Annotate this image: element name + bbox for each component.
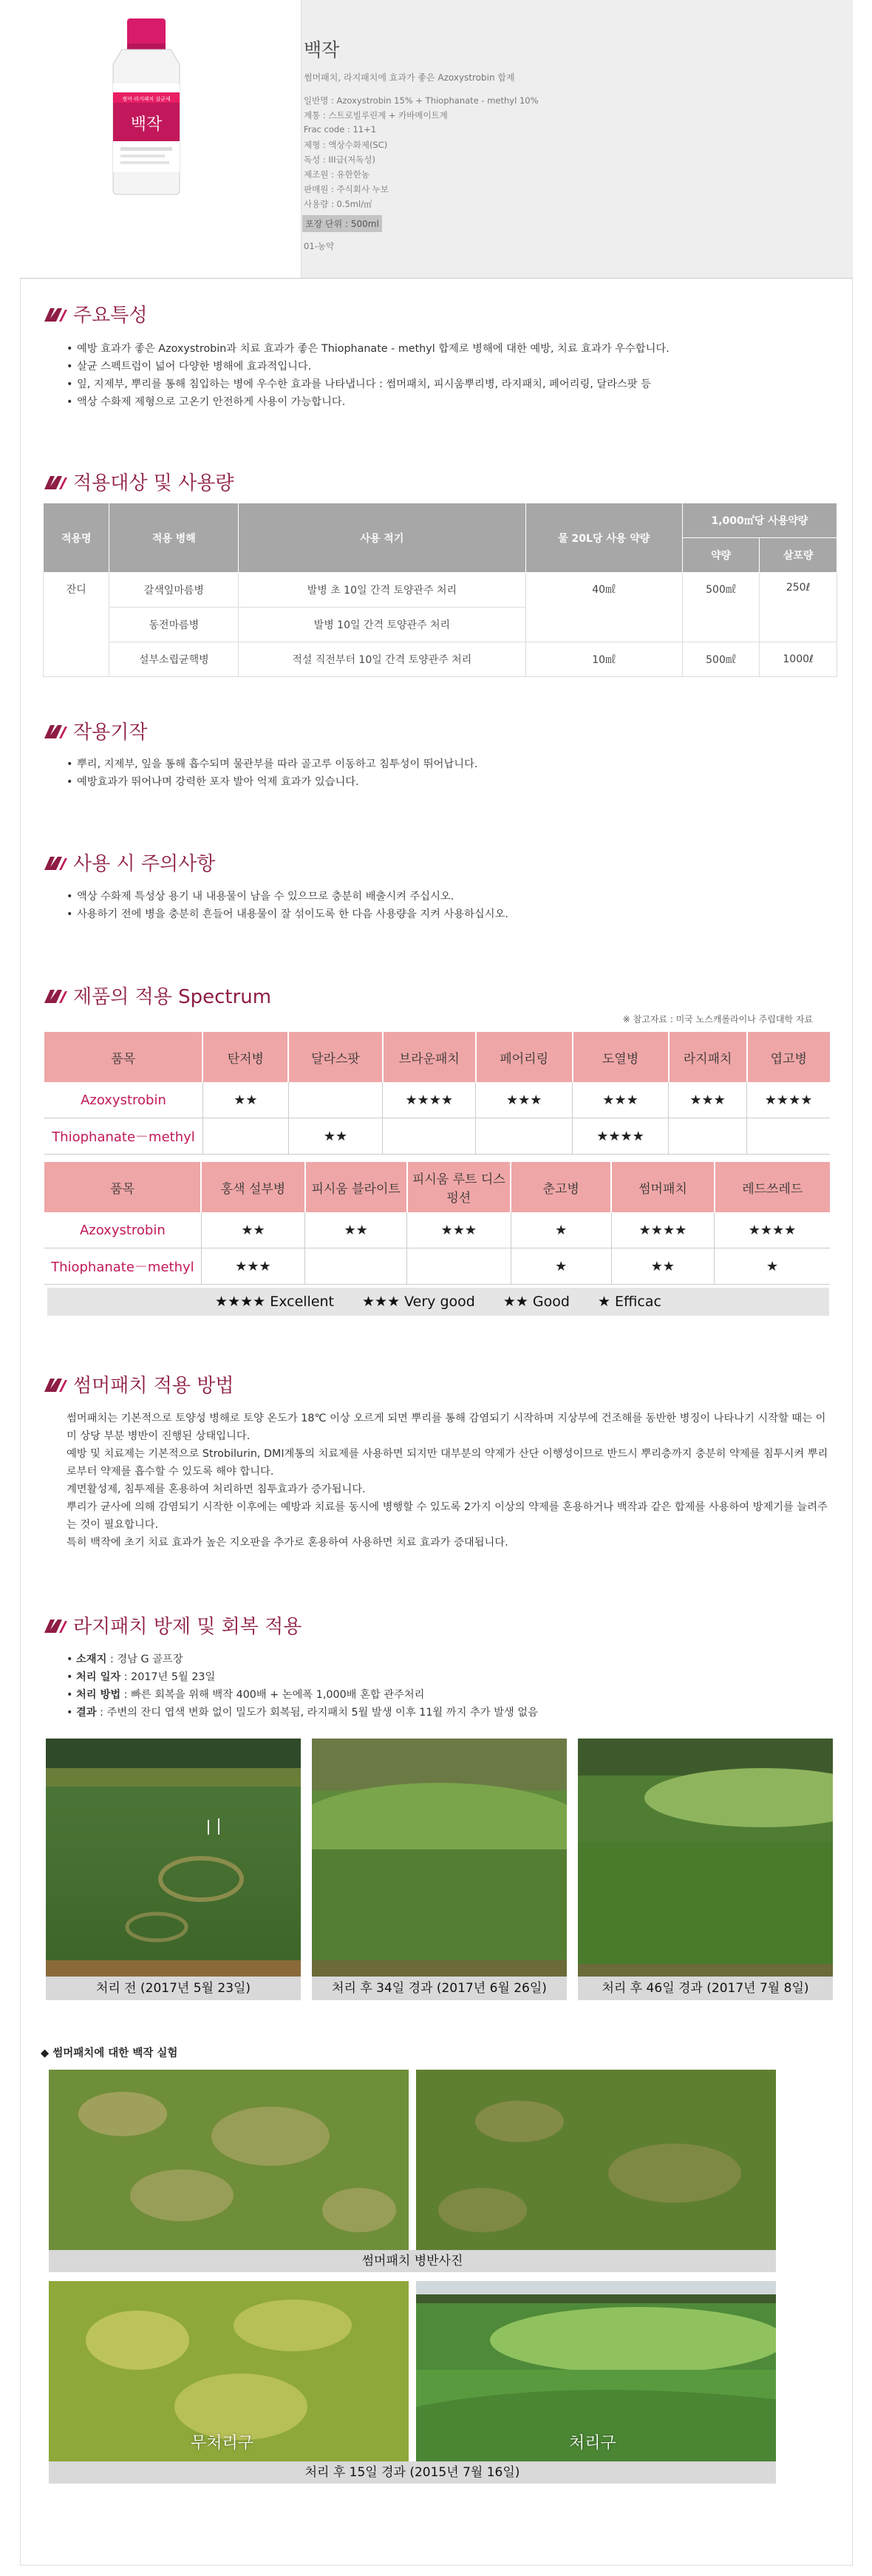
rating-cell: ★★ [305,1212,407,1248]
photo-caption: 처리 후 46일 경과 (2017년 7월 8일) [578,1977,833,2000]
col-header: 브라운패치 [383,1032,476,1082]
nuvo-logo-icon [43,722,67,740]
rating-cell: ★★★★ [573,1118,669,1155]
section-title-spectrum [43,982,271,1009]
rating-cell [476,1118,573,1155]
info-value: : 주변의 잔디 엽색 변화 없이 밀도가 회복됨, 라지패치 5월 발생 이후 11월 까지 추가 발생 없음 [96,1707,538,1719]
info-line: • 처리 방법 : 빠른 회복을 위해 백작 400배 + 논에폭 1,000배 혼합 관주처리 [67,1689,425,1701]
section-title-text: 주요특성 [73,305,148,327]
table-cell: 10㎖ [525,642,682,677]
spectrum-reference: ※ 참고자료 : 미국 노스캐롤라이나 주립대학 자료 [622,1014,813,1024]
nuvo-logo-icon [43,1376,67,1393]
rating-cell [288,1082,383,1118]
rating-cell [407,1248,511,1285]
list-item: • 사용하기 전에 병을 충분히 흔들어 내용물이 잘 섞이도록 한 다음 사용량을 지켜 사용하십시오. [67,905,835,923]
col-header: 라지패치 [669,1032,747,1082]
col-header: 홍색 설부병 [201,1162,304,1212]
nuvo-logo-icon [43,854,67,871]
table-cell: 500㎖ [682,642,759,677]
col-header: 썸머패치 [611,1162,714,1212]
rating-cell: ★ [715,1248,830,1285]
rating-cell: ★★★ [669,1082,747,1118]
list-item: • 살균 스펙트럼이 넓어 다양한 병해에 효과적입니다. [67,358,835,375]
caution-list [67,888,835,923]
nuvo-logo-icon [43,1617,67,1634]
rating-cell [383,1118,476,1155]
table-cell: 설부소립균핵병 [109,642,239,677]
rating-cell: ★★★ [573,1082,669,1118]
section-title-usage [43,468,234,495]
row-label: Azoxystrobin [44,1082,202,1118]
col-header: 약량 [682,538,759,573]
col-header: 물 20L당 사용 약량 [525,503,682,573]
photo-summer-patch-2 [416,2070,776,2250]
spec-line: 제조원 : 유한한농 [304,169,369,180]
section-title-text: 작용기작 [73,721,148,744]
rating-legend: ★★★★ Excellent ★★★ Very good ★★ Good ★ Efficac [47,1288,829,1316]
col-header: 탄저병 [202,1032,288,1082]
section-title-caution [43,849,215,876]
section-title-text: 라지패치 방제 및 회복 적용 [73,1616,302,1638]
col-header: 품목 [44,1162,201,1212]
photo-caption: 처리 후 34일 경과 (2017년 6월 26일) [312,1977,567,2000]
trial-caption-1: 썸머패치 병반사진 [49,2250,776,2272]
spec-line: 일반명 : Azoxystrobin 15% + Thiophanate - methyl 10% [304,95,539,106]
product-subtitle: 썸머패치, 라지패치에 효과가 좋은 Azoxystrobin 합제 [304,72,515,83]
rating-cell [202,1118,288,1155]
list-item: • 잎, 지제부, 뿌리를 통해 침입하는 병에 우수한 효과를 나타냅니다 : 썸머패치, 피시움뿌리병, 라지패치, 페어리링, 달라스팟 등 [67,375,835,393]
nuvo-logo-icon [43,305,67,323]
label-untreated: 무처리구 [191,2434,254,2453]
photo-after-46 [578,1739,833,1977]
col-header: 사용 적기 [239,503,525,573]
info-value: : 경남 G 골프장 [106,1654,183,1665]
table-cell: 적설 직전부터 10일 간격 토양관주 처리 [239,642,525,677]
col-header: 적용 병해 [109,503,239,573]
table-cell: 갈색잎마름병 [109,573,239,608]
photo-summer-patch-1 [49,2070,409,2250]
spectrum-table-2 [44,1162,830,1285]
info-value: : 2017년 5월 23일 [120,1671,216,1683]
rating-cell: ★★ [288,1118,383,1155]
spec-line: 사용량 : 0.5ml/㎡ [304,199,372,209]
info-key: 처리 방법 [75,1689,121,1701]
info-key: 결과 [75,1707,97,1719]
table-cell: 발병 10일 간격 토양관주 처리 [239,608,525,642]
rating-cell: ★★★★ [715,1212,830,1248]
spec-line: 계통 : 스트로빌루린계 + 카바메이트계 [304,110,448,120]
info-key: 소재지 [75,1654,107,1665]
usage-table [43,503,837,677]
col-header: 1,000㎡당 사용약량 [682,503,837,538]
rating-cell: ★★★ [201,1248,304,1285]
col-header: 적용명 [44,503,109,573]
rating-cell: ★ [511,1212,611,1248]
row-label: Thiophanate－methyl [44,1248,201,1285]
photo-after-34 [312,1739,567,1977]
info-line: • 소재지 : 경남 G 골프장 [67,1654,183,1665]
table-cell: 동전마름병 [109,608,239,642]
list-item: 예방 및 치료제는 기본적으로 Strobilurin, DMI계통의 치료제를 사용하면 되지만 대부분의 약제가 산단 이행성이므로 반드시 뿌리층까지 충분히 약제를 침투시켜 뿌리로부터 약제를 흡수할 수 있도록 해야 합니다. [67,1448,828,1478]
table-cell: 1000ℓ [760,642,837,677]
section-title-features [43,300,147,327]
row-label: Thiophanate－methyl [44,1118,202,1155]
section-title-mechanism [43,717,147,744]
section-title-largepatch [43,1611,302,1639]
nuvo-logo-icon [43,473,67,491]
col-header: 피시움 블라이트 [305,1162,407,1212]
product-bottle-image [100,18,192,196]
mechanism-list [67,755,835,791]
photo-caption: 처리 전 (2017년 5월 23일) [46,1977,301,2000]
col-header: 엽고병 [747,1032,830,1082]
rating-cell: ★★ [611,1248,714,1285]
trial-heading: ◆ 썸머패치에 대한 백작 실험 [41,2047,178,2059]
col-header: 춘고병 [511,1162,611,1212]
list-item: • 액상 수화제 특성상 용기 내 내용물이 남을 수 있으므로 충분히 배출시켜 주십시오. [67,888,835,905]
trial-caption-2: 처리 후 15일 경과 (2015년 7월 16일) [49,2461,776,2484]
list-item: 썸머패치는 기본적으로 토양성 병해로 토양 온도가 18℃ 이상 오르게 되면 뿌리를 통해 감염되기 시작하며 지상부에 건조해를 동반한 병징이 나타나기 시작할 때는 이미 상당 부분 병반이 진행된 상태입니다. [67,1413,826,1442]
rating-cell: ★ [511,1248,611,1285]
label-treated: 처리구 [569,2434,616,2453]
nuvo-logo-icon [43,987,67,1005]
bottle-brand: 백작 [130,115,163,134]
row-label: Azoxystrobin [44,1212,201,1248]
info-value: : 빠른 회복을 위해 백작 400배 + 논에폭 1,000배 혼합 관주처리 [120,1689,425,1701]
photo-before [46,1739,301,1977]
rating-cell: ★★★ [407,1212,511,1248]
summer-list [67,1410,835,1552]
table-cell: 500㎖ [682,573,759,642]
section-title-text: 적용대상 및 사용량 [73,472,234,495]
info-line: • 결과 : 주변의 잔디 엽색 변화 없이 밀도가 회복됨, 라지패치 5월 발생 이후 11월 까지 추가 발생 없음 [67,1707,538,1719]
list-item: • 예방효과가 뛰어나며 강력한 포자 발아 억제 효과가 있습니다. [67,773,835,791]
product-title: 백작 [304,39,340,61]
features-list [67,340,835,411]
list-item: • 액상 수화제 제형으로 고온기 안전하게 사용이 가능합니다. [67,393,835,411]
rating-cell: ★★★★ [611,1212,714,1248]
table-cell: 발병 초 10일 간격 토양관주 처리 [239,573,525,608]
section-title-text: 제품의 적용 Spectrum [73,986,272,1008]
section-title-summer [43,1370,234,1398]
pack-unit: 포장 단위 : 500ml [302,215,382,232]
rating-cell: ★★★★ [747,1082,830,1118]
bottle-band: 썸머·라지패치 살균제 [122,96,171,102]
table-cell: 250ℓ [760,573,837,642]
spec-line: 판매원 : 주식회사 누보 [304,184,389,194]
col-header: 살포량 [760,538,837,573]
col-header: 레드쓰레드 [715,1162,830,1212]
rating-cell [669,1118,747,1155]
rating-cell: ★★★ [476,1082,573,1118]
col-header: 피시움 루트 디스펑션 [407,1162,511,1212]
col-header: 달라스팟 [288,1032,383,1082]
table-cell: 40㎖ [525,573,682,642]
crop-cell: 잔디 [44,573,109,677]
spec-line: Frac code : 11+1 [304,124,377,135]
col-header: 도열병 [573,1032,669,1082]
product-category: 01-농약 [304,241,335,251]
col-header: 페어리링 [476,1032,573,1082]
rating-cell: ★★ [201,1212,304,1248]
rating-cell [305,1248,407,1285]
rating-cell: ★★★★ [383,1082,476,1118]
spec-line: 독성 : III급(저독성) [304,154,375,165]
section-title-text: 사용 시 주의사항 [73,853,216,875]
spec-line: 제형 : 액상수화제(SC) [304,140,388,150]
rating-cell: ★★ [202,1082,288,1118]
section-title-text: 썸머패치 적용 방법 [73,1375,234,1397]
col-header: 품목 [44,1032,202,1082]
info-line: • 처리 일자 : 2017년 5월 23일 [67,1671,216,1683]
list-item: 특히 백작에 초기 치료 효과가 높은 지오판을 추가로 혼용하여 사용하면 치료 효과가 증대됩니다. [67,1537,508,1549]
info-key: 처리 일자 [75,1671,121,1683]
list-item: • 뿌리, 지제부, 잎을 통해 흡수되며 물관부를 따라 골고루 이동하고 침투성이 뛰어납니다. [67,755,835,773]
list-item: 뿌리가 균사에 의해 감염되기 시작한 이후에는 예방과 치료를 동시에 병행할 수 있도록 2가지 이상의 약제를 혼용하거나 백작과 같은 합제를 사용하여 방제기를 늘려주는 것이 필요합니다. [67,1501,828,1531]
spectrum-table-1 [44,1032,830,1155]
list-item: 계면활성제, 침투제를 혼용하여 처리하면 침투효과가 증가됩니다. [67,1484,366,1495]
list-item: • 예방 효과가 좋은 Azoxystrobin과 치료 효과가 좋은 Thiophanate - methyl 합제로 병해에 대한 예방, 치료 효과가 우수합니다. [67,340,835,358]
rating-cell [747,1118,830,1155]
